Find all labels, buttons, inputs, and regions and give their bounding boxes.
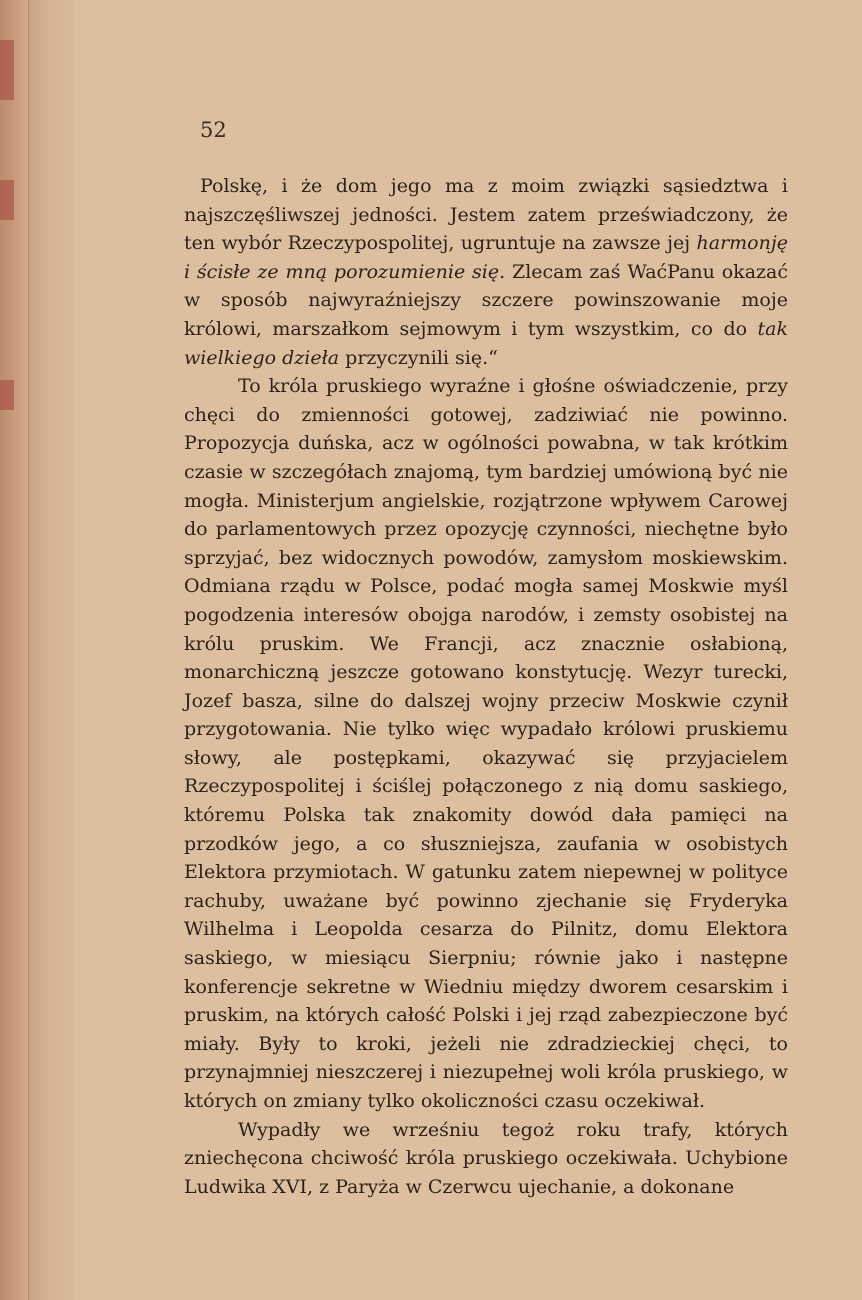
text-run: przyczynili się.“ — [339, 346, 498, 369]
text-run: Wypadły we wrześniu tegoż roku trafy, których zniechęcona chciwość króla pruskiego oczekiwała. Uchybione Ludwika XVI, z Paryża w Czerwcu ujechanie, a dokonane — [184, 1118, 788, 1198]
paragraph — [184, 372, 788, 1115]
italic-text: harmonję i ścisłe ze mną porozumienie się. — [184, 232, 788, 283]
text-run: To króla pruskiego wyraźne i głośne oświadczenie, przy chęci do zmienności gotowej, zadziwiać nie powinno. Propozycja duńska, acz w ogólności powabna, w tak krótkim czasie w szczegółach znajomą, tym bardziej umówioną być nie mogła. Ministerjum angielskie, rozjątrzone wpływem Carowej do parlamentowych przez opozycję czynności, niechętne było sprzyjać, bez widocznych powodów, zamysłom moskiewskim. Odmiana rządu w Polsce, podać mogła samej Moskwie myśl pogodzenia interesów obojga narodów, i zemsty osobistej na królu pruskim. We Francji, acz znacznie osłabioną, monarchiczną jeszcze gotowano konstytucję. Wezyr turecki, Jozef basza, silne do dalszej wojny przeciw Moskwie czynił przygotowania. Nie tylko więc wypadało królowi pruskiemu słowy, ale postępkami, okazywać się przyjacielem Rzeczypospolitej i ściślej połączonego z nią domu saskiego, któremu Polska tak znakomity dowód dała pamięci na przodków jego, a co słuszniejsza, zaufania w osobistych Elektora przymiotach. W gatunku zatem niepewnej w polityce rachuby, uważane być powinno zjechanie się Fryderyka Wilhelma i Leopolda cesarza do Pilnitz, domu Elektora saskiego, w miesiącu Sierpniu; równie jako i następne konferencje sekretne w Wiedniu między dworem cesarskim i pruskim, na których całość Polski i jej rząd zabezpieczone być miały. Były to kroki, jeżeli nie zdradzieckiej chęci, to przynajmniej nieszczerej i niezupełnej woli króla pruskiego, w których on zmiany tylko okoliczności czasu oczekiwał. — [184, 375, 788, 1112]
binding-stain — [0, 380, 14, 410]
text-run: Polskę, i że dom jego ma z moim związki sąsiedztwa i najszczęśliwszej jedności. Jestem zatem przeświadczony, że ten wybór Rzeczypospolitej, ugruntuje na zawsze jej — [184, 175, 788, 255]
binding-stain — [0, 180, 14, 220]
page-number: 52 — [200, 118, 227, 142]
page-edges — [28, 0, 75, 1300]
body-text — [184, 172, 789, 1198]
paragraph — [184, 172, 788, 372]
binding-stain — [0, 40, 14, 100]
paragraph — [184, 1116, 788, 1202]
italic-text: tak wielkiego dzieła — [184, 317, 788, 369]
text-run: Zlecam zaś WaćPanu okazać w sposób najwyraźniejszy szczere powinszowanie moje królowi, marszałkom sejmowym i tym wszystkim, co do — [184, 260, 789, 340]
